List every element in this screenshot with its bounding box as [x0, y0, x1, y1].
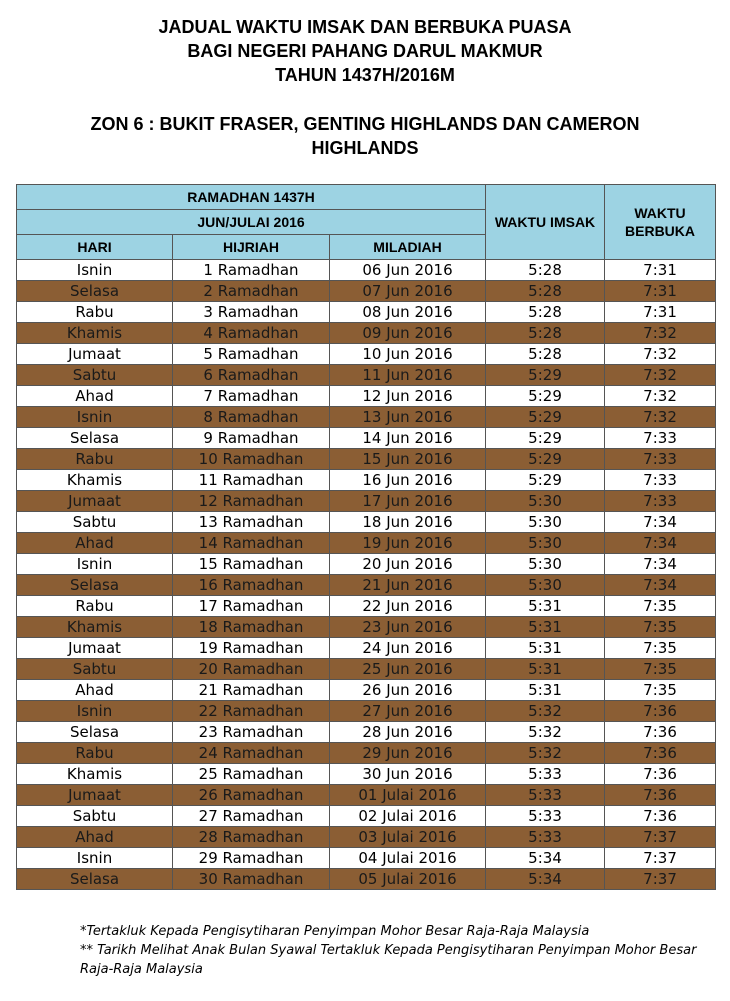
cell-hari: Selasa [17, 869, 173, 890]
cell-berbuka: 7:34 [605, 575, 716, 596]
cell-miladiah: 19 Jun 2016 [330, 533, 486, 554]
cell-berbuka: 7:36 [605, 722, 716, 743]
timetable [16, 184, 716, 890]
header-hari: HARI [17, 235, 173, 260]
header-jun-julai: JUN/JULAI 2016 [17, 210, 486, 235]
cell-hari: Isnin [17, 260, 173, 281]
cell-miladiah: 13 Jun 2016 [330, 407, 486, 428]
cell-imsak: 5:32 [486, 743, 605, 764]
cell-imsak: 5:33 [486, 785, 605, 806]
cell-hari: Khamis [17, 617, 173, 638]
cell-imsak: 5:29 [486, 407, 605, 428]
cell-hari: Isnin [17, 554, 173, 575]
cell-imsak: 5:33 [486, 806, 605, 827]
table-row [17, 638, 716, 659]
cell-hijriah: 5 Ramadhan [173, 344, 330, 365]
cell-hijriah: 16 Ramadhan [173, 575, 330, 596]
table-row [17, 596, 716, 617]
table-row [17, 659, 716, 680]
table-row [17, 449, 716, 470]
cell-berbuka: 7:32 [605, 365, 716, 386]
cell-miladiah: 25 Jun 2016 [330, 659, 486, 680]
cell-miladiah: 09 Jun 2016 [330, 323, 486, 344]
cell-imsak: 5:29 [486, 386, 605, 407]
cell-hari: Selasa [17, 722, 173, 743]
cell-hari: Jumaat [17, 491, 173, 512]
cell-imsak: 5:33 [486, 827, 605, 848]
cell-miladiah: 10 Jun 2016 [330, 344, 486, 365]
cell-hijriah: 17 Ramadhan [173, 596, 330, 617]
cell-imsak: 5:28 [486, 260, 605, 281]
cell-berbuka: 7:32 [605, 407, 716, 428]
cell-berbuka: 7:37 [605, 848, 716, 869]
cell-miladiah: 22 Jun 2016 [330, 596, 486, 617]
cell-imsak: 5:30 [486, 533, 605, 554]
cell-imsak: 5:32 [486, 722, 605, 743]
cell-imsak: 5:28 [486, 302, 605, 323]
cell-hari: Jumaat [17, 785, 173, 806]
cell-berbuka: 7:36 [605, 743, 716, 764]
table-row [17, 428, 716, 449]
cell-miladiah: 27 Jun 2016 [330, 701, 486, 722]
table-row [17, 491, 716, 512]
table-row [17, 407, 716, 428]
cell-imsak: 5:28 [486, 344, 605, 365]
cell-hijriah: 15 Ramadhan [173, 554, 330, 575]
cell-hijriah: 10 Ramadhan [173, 449, 330, 470]
cell-miladiah: 01 Julai 2016 [330, 785, 486, 806]
cell-berbuka: 7:31 [605, 281, 716, 302]
cell-berbuka: 7:36 [605, 764, 716, 785]
footnote-1: *Tertakluk Kepada Pengisytiharan Penyimpan Mohor Besar Raja-Raja Malaysia [80, 924, 590, 939]
cell-hari: Sabtu [17, 659, 173, 680]
cell-berbuka: 7:34 [605, 533, 716, 554]
cell-hari: Isnin [17, 407, 173, 428]
cell-miladiah: 24 Jun 2016 [330, 638, 486, 659]
cell-hijriah: 2 Ramadhan [173, 281, 330, 302]
cell-hijriah: 9 Ramadhan [173, 428, 330, 449]
cell-berbuka: 7:36 [605, 785, 716, 806]
header-hijriah: HIJRIAH [173, 235, 330, 260]
cell-berbuka: 7:32 [605, 323, 716, 344]
cell-miladiah: 30 Jun 2016 [330, 764, 486, 785]
cell-imsak: 5:28 [486, 281, 605, 302]
cell-hijriah: 4 Ramadhan [173, 323, 330, 344]
table-row [17, 533, 716, 554]
cell-berbuka: 7:32 [605, 386, 716, 407]
cell-berbuka: 7:33 [605, 491, 716, 512]
cell-berbuka: 7:33 [605, 449, 716, 470]
cell-hari: Ahad [17, 386, 173, 407]
cell-hari: Rabu [17, 302, 173, 323]
table-row [17, 722, 716, 743]
cell-berbuka: 7:37 [605, 827, 716, 848]
cell-hari: Isnin [17, 848, 173, 869]
cell-miladiah: 04 Julai 2016 [330, 848, 486, 869]
table-row [17, 743, 716, 764]
table-body [17, 260, 716, 890]
cell-hijriah: 12 Ramadhan [173, 491, 330, 512]
cell-hijriah: 3 Ramadhan [173, 302, 330, 323]
cell-imsak: 5:29 [486, 470, 605, 491]
cell-hari: Selasa [17, 428, 173, 449]
table-row [17, 554, 716, 575]
cell-imsak: 5:31 [486, 638, 605, 659]
table-row [17, 785, 716, 806]
cell-hari: Selasa [17, 575, 173, 596]
cell-imsak: 5:31 [486, 596, 605, 617]
cell-miladiah: 26 Jun 2016 [330, 680, 486, 701]
table-row [17, 260, 716, 281]
cell-berbuka: 7:33 [605, 428, 716, 449]
cell-miladiah: 03 Julai 2016 [330, 827, 486, 848]
table-row [17, 701, 716, 722]
cell-imsak: 5:31 [486, 617, 605, 638]
footnote-2: ** Tarikh Melihat Anak Bulan Syawal Tertakluk Kepada Pengisytiharan Penyimpan Mohor Besar Raja-Raja Malaysia [80, 943, 697, 977]
cell-imsak: 5:31 [486, 659, 605, 680]
cell-hijriah: 22 Ramadhan [173, 701, 330, 722]
table-row [17, 281, 716, 302]
cell-hijriah: 13 Ramadhan [173, 512, 330, 533]
cell-miladiah: 06 Jun 2016 [330, 260, 486, 281]
cell-hari: Rabu [17, 743, 173, 764]
cell-hari: Rabu [17, 449, 173, 470]
cell-hari: Khamis [17, 323, 173, 344]
cell-hijriah: 23 Ramadhan [173, 722, 330, 743]
cell-berbuka: 7:35 [605, 638, 716, 659]
cell-imsak: 5:28 [486, 323, 605, 344]
header-ramadhan: RAMADHAN 1437H [17, 185, 486, 210]
table-row [17, 386, 716, 407]
cell-miladiah: 05 Julai 2016 [330, 869, 486, 890]
table-row [17, 827, 716, 848]
cell-berbuka: 7:32 [605, 344, 716, 365]
table-row [17, 470, 716, 491]
cell-hijriah: 6 Ramadhan [173, 365, 330, 386]
cell-hari: Ahad [17, 680, 173, 701]
cell-berbuka: 7:34 [605, 554, 716, 575]
cell-miladiah: 08 Jun 2016 [330, 302, 486, 323]
cell-hari: Sabtu [17, 365, 173, 386]
cell-hari: Ahad [17, 533, 173, 554]
title-line-2: BAGI NEGERI PAHANG DARUL MAKMUR [187, 41, 543, 61]
table-row [17, 806, 716, 827]
cell-hari: Selasa [17, 281, 173, 302]
cell-hijriah: 19 Ramadhan [173, 638, 330, 659]
table-row [17, 344, 716, 365]
table-row [17, 323, 716, 344]
title-line-3: TAHUN 1437H/2016M [275, 65, 455, 85]
cell-miladiah: 28 Jun 2016 [330, 722, 486, 743]
cell-hijriah: 7 Ramadhan [173, 386, 330, 407]
cell-miladiah: 17 Jun 2016 [330, 491, 486, 512]
table-row [17, 764, 716, 785]
header-miladiah: MILADIAH [330, 235, 486, 260]
cell-imsak: 5:29 [486, 365, 605, 386]
cell-miladiah: 21 Jun 2016 [330, 575, 486, 596]
cell-miladiah: 20 Jun 2016 [330, 554, 486, 575]
cell-hari: Ahad [17, 827, 173, 848]
cell-imsak: 5:31 [486, 680, 605, 701]
cell-berbuka: 7:37 [605, 869, 716, 890]
cell-hijriah: 18 Ramadhan [173, 617, 330, 638]
cell-miladiah: 23 Jun 2016 [330, 617, 486, 638]
cell-hari: Khamis [17, 764, 173, 785]
table-row [17, 512, 716, 533]
cell-hari: Sabtu [17, 512, 173, 533]
title-line-1: JADUAL WAKTU IMSAK DAN BERBUKA PUASA [158, 17, 572, 37]
cell-miladiah: 29 Jun 2016 [330, 743, 486, 764]
table-row [17, 848, 716, 869]
cell-imsak: 5:33 [486, 764, 605, 785]
cell-hijriah: 29 Ramadhan [173, 848, 330, 869]
cell-berbuka: 7:31 [605, 260, 716, 281]
cell-miladiah: 02 Julai 2016 [330, 806, 486, 827]
cell-hijriah: 8 Ramadhan [173, 407, 330, 428]
cell-hijriah: 30 Ramadhan [173, 869, 330, 890]
cell-imsak: 5:34 [486, 869, 605, 890]
table-row [17, 869, 716, 890]
cell-miladiah: 18 Jun 2016 [330, 512, 486, 533]
header-waktu-imsak: WAKTU IMSAK [486, 185, 605, 260]
cell-berbuka: 7:31 [605, 302, 716, 323]
cell-berbuka: 7:35 [605, 659, 716, 680]
cell-hari: Rabu [17, 596, 173, 617]
cell-hari: Isnin [17, 701, 173, 722]
cell-imsak: 5:34 [486, 848, 605, 869]
cell-miladiah: 15 Jun 2016 [330, 449, 486, 470]
cell-hijriah: 11 Ramadhan [173, 470, 330, 491]
table-row [17, 617, 716, 638]
cell-imsak: 5:29 [486, 428, 605, 449]
cell-imsak: 5:30 [486, 491, 605, 512]
table-row [17, 575, 716, 596]
cell-miladiah: 16 Jun 2016 [330, 470, 486, 491]
cell-hijriah: 24 Ramadhan [173, 743, 330, 764]
cell-imsak: 5:32 [486, 701, 605, 722]
cell-hari: Jumaat [17, 638, 173, 659]
cell-berbuka: 7:36 [605, 806, 716, 827]
cell-hari: Sabtu [17, 806, 173, 827]
cell-berbuka: 7:35 [605, 617, 716, 638]
cell-hijriah: 14 Ramadhan [173, 533, 330, 554]
cell-miladiah: 11 Jun 2016 [330, 365, 486, 386]
cell-hijriah: 20 Ramadhan [173, 659, 330, 680]
header-waktu-berbuka: WAKTU BERBUKA [605, 185, 716, 260]
cell-imsak: 5:30 [486, 554, 605, 575]
cell-hijriah: 25 Ramadhan [173, 764, 330, 785]
table-row [17, 680, 716, 701]
cell-miladiah: 07 Jun 2016 [330, 281, 486, 302]
cell-imsak: 5:29 [486, 449, 605, 470]
cell-hijriah: 28 Ramadhan [173, 827, 330, 848]
table-row [17, 365, 716, 386]
cell-miladiah: 14 Jun 2016 [330, 428, 486, 449]
footnotes [80, 922, 700, 979]
zone-title: ZON 6 : BUKIT FRASER, GENTING HIGHLANDS DAN CAMERON HIGHLANDS [90, 114, 640, 158]
cell-berbuka: 7:34 [605, 512, 716, 533]
cell-hijriah: 27 Ramadhan [173, 806, 330, 827]
cell-berbuka: 7:36 [605, 701, 716, 722]
cell-hari: Khamis [17, 470, 173, 491]
cell-berbuka: 7:35 [605, 680, 716, 701]
cell-imsak: 5:30 [486, 512, 605, 533]
table-row [17, 302, 716, 323]
cell-berbuka: 7:35 [605, 596, 716, 617]
cell-hijriah: 26 Ramadhan [173, 785, 330, 806]
cell-hijriah: 21 Ramadhan [173, 680, 330, 701]
cell-hari: Jumaat [17, 344, 173, 365]
cell-miladiah: 12 Jun 2016 [330, 386, 486, 407]
cell-imsak: 5:30 [486, 575, 605, 596]
cell-berbuka: 7:33 [605, 470, 716, 491]
cell-hijriah: 1 Ramadhan [173, 260, 330, 281]
